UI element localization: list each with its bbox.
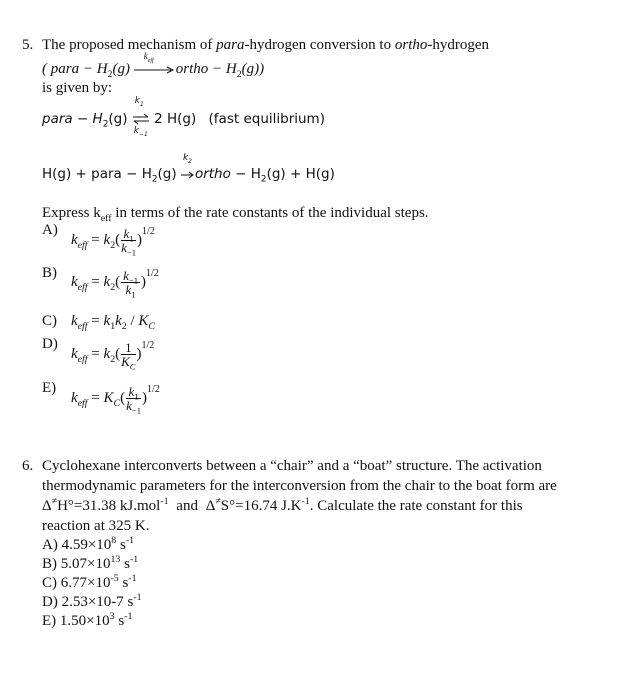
q5-option-b-letter: B) <box>42 265 57 281</box>
q6-stem-line2: thermodynamic parameters for the interconversion from the chair to the boat form are <box>42 478 557 494</box>
q6-option-b: B) $5.07\times 10^{13}$ $s^{-1}$ <box>42 554 139 572</box>
q5-prompt: Express $k_{eff}$ in terms of the rate constants of the individual steps. <box>42 205 429 224</box>
q5-option-c-formula: $k_{eff} = k_1k_2 / K_C$ <box>71 313 156 332</box>
q5-step2: H(g) + para − $H_2(g)$ $k_2$ ortho − $H_2(g) + H(g)$ <box>42 153 335 185</box>
q6-stem-line4: reaction at 325 K. <box>42 518 150 534</box>
q6-option-d: D) 2.53×10-7 $s^{-1}$ <box>42 592 142 610</box>
equilibrium-arrow: $k_1$ $k_{-1}$ <box>133 96 148 138</box>
q5-stem-line1: The proposed mechanism of para-hydrogen conversion to ortho-hydrogen <box>42 37 490 53</box>
q5-option-a-letter: A) <box>42 222 58 238</box>
q5-option-b-formula: $k_{eff} = k_2$( $\frac{k_{-1}}{k_1}$ )$^{1/2}$ <box>71 267 159 300</box>
q5-step1: para − $H_2(g)$ $k_1$ $k_{-1}$ 2 H(g) (fast equilibrium) <box>42 96 325 138</box>
q5-given: is given by: <box>42 80 112 96</box>
q6-stem-line1: Cyclohexane interconverts between a “chair” and a “boat” structure. The activation <box>42 458 542 474</box>
q5-option-d-letter: D) <box>42 336 58 352</box>
q6-option-c: C) $6.77\times 10^{-5}$ $s^{-1}$ <box>42 573 137 591</box>
q5-option-c-letter: C) <box>42 313 57 329</box>
q5-option-e-formula: $k_{eff} = K_C$( $\frac{k_1}{k_{-1}}$ )$^{1/2}$ <box>71 383 160 416</box>
q5-overall-reaction: ( para − $H_2(g)$ $k_{eff}$ ortho − $H_2(g)$) <box>42 51 265 80</box>
q6-number: 6. <box>22 458 34 474</box>
forward-arrow: $k_2$ <box>181 168 195 178</box>
q5-number: 5. <box>22 37 34 53</box>
keff-arrow: $k_{eff}$ <box>134 63 176 73</box>
q6-option-e: E) $1.50\times 10^3$ $s^{-1}$ <box>42 611 133 629</box>
q5-option-e-letter: E) <box>42 380 57 396</box>
q5-option-d-formula: $k_{eff} = k_2$( $\frac{1}{K_C}$ )$^{1/2}$ <box>71 339 155 372</box>
q6-stem-line3: Δ≠H°=31.38 kJ.mol$^{-1}$ and Δ≠S°=16.74 $J.K^{-1}$. Calculate the rate constant for this <box>42 496 523 514</box>
q6-option-a: A) $4.59\times 10^8$ $s^{-1}$ <box>42 535 135 553</box>
q5-option-a-formula: $k_{eff} = k_2$( $\frac{k_1}{k_{-1}}$ )$^{1/2}$ <box>71 225 155 258</box>
